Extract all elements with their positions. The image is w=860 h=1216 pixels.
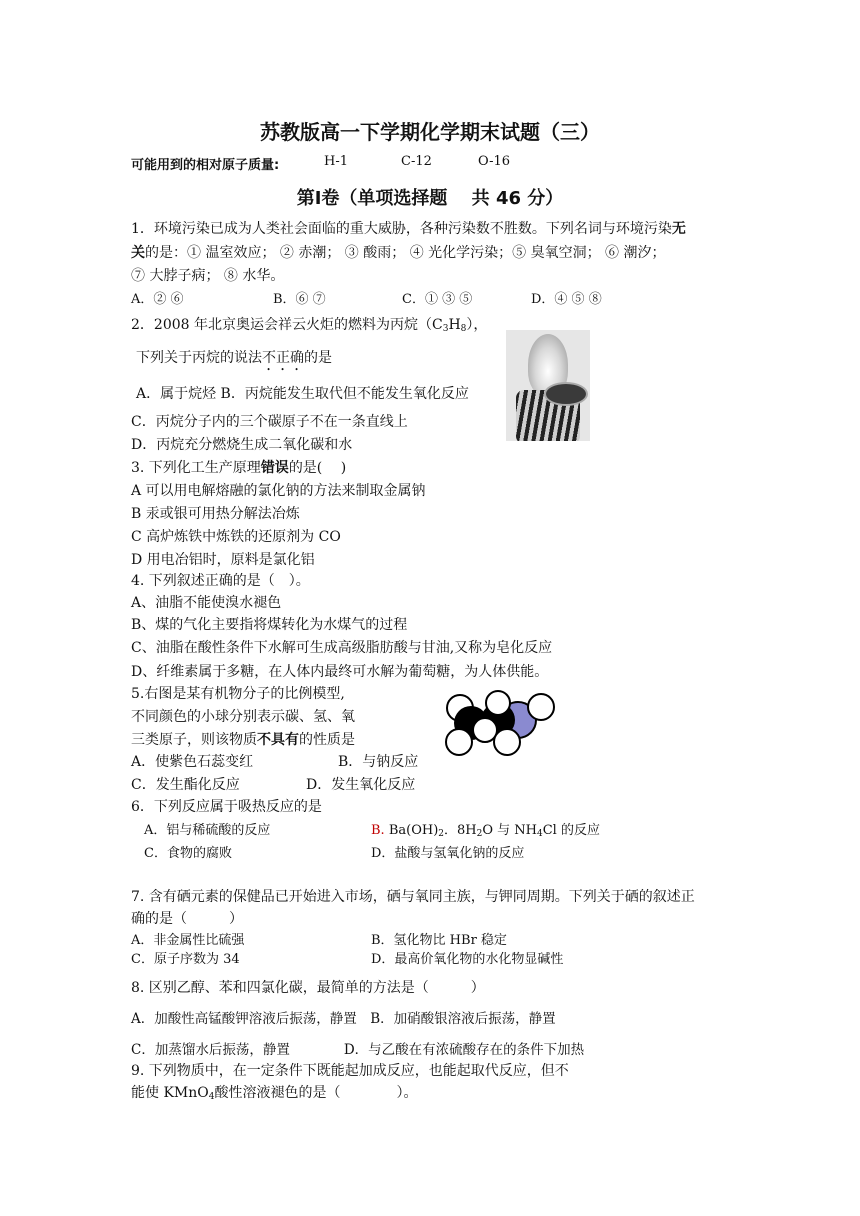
- q2-option-c: C．丙烷分子内的三个碳原子不在一条直线上: [131, 414, 408, 430]
- h-atom-4: [473, 718, 497, 742]
- q5-option-b: B．与钠反应: [338, 754, 419, 770]
- q8-options-cd: C．加蒸馏水后振荡，静置 D．与乙酸在有浓硫酸存在的条件下加热: [131, 1042, 585, 1058]
- q1-line3: ⑦ 大脖子病； ⑧ 水华。: [131, 268, 285, 284]
- q6-option-a: A．铝与稀硫酸的反应: [144, 823, 271, 838]
- q7-line1: 7. 含有硒元素的保健品已开始进入市场，硒与氧同主族，与钾同周期。下列关于硒的叙述正: [131, 889, 695, 905]
- q3-stem: 3. 下列化工生产原理错误的是( ): [131, 460, 347, 476]
- q8-options-ab: A．加酸性高锰酸钾溶液后振荡，静置 B．加硝酸银溶液后振荡，静置: [131, 1011, 556, 1027]
- q6-option-c: C．食物的腐败: [144, 846, 232, 861]
- q3-option-a: A 可以用电解熔融的氯化钠的方法来制取金属钠: [131, 483, 426, 499]
- q2-options-ab: A．属于烷烃 B．丙烷能发生取代但不能发生氧化反应: [136, 386, 469, 402]
- q3-option-b: B 汞或银可用热分解法冶炼: [131, 506, 300, 522]
- q4-option-d: D、纤维素属于多糖，在人体内最终可水解为葡萄糖，为人体供能。: [131, 664, 549, 680]
- h-atom-3: [528, 694, 554, 720]
- h-atom-2: [486, 691, 510, 715]
- q9-line1: 9. 下列物质中，在一定条件下既能起加成反应，也能起取代反应，但不: [131, 1063, 569, 1079]
- atomic-mass-label: 可能用到的相对原子质量:: [131, 158, 280, 173]
- q2-option-d: D．丙烷充分燃烧生成二氧化碳和水: [131, 437, 353, 453]
- q1-option-c: C．① ③ ⑤: [402, 292, 473, 307]
- q6-option-d: D．盐酸与氢氧化钠的反应: [371, 846, 525, 861]
- q6-option-b: B. $Ba(OH)_2$．$8H_2O$ 与 $NH_4Cl$ 的反应: [371, 823, 600, 839]
- q4-option-b: B、煤的气化主要指将煤转化为水煤气的过程: [131, 617, 408, 633]
- molecule-model-image: [440, 690, 560, 760]
- q2-question: 下列关于丙烷的说法不正确的是: [136, 350, 332, 366]
- q7-option-d: D．最高价氧化物的水化物显碱性: [371, 952, 564, 967]
- q7-option-c: C．原子序数为 34: [131, 952, 240, 967]
- q5-line3: 三类原子，则该物质不具有的性质是: [131, 732, 355, 748]
- q5-option-c: C．发生酯化反应: [131, 777, 240, 793]
- page-title: 苏教版高一下学期化学期末试题（三）: [260, 120, 600, 144]
- q3-option-d: D 用电冶铝时，原料是氯化铝: [131, 552, 315, 568]
- atomic-mass-line: [131, 154, 511, 173]
- q1-option-a: A．② ⑥: [131, 292, 184, 307]
- h-atom-5: [446, 729, 472, 755]
- q9-line2: 能使 KMnO$_4$酸性溶液褪色的是（ ）。: [131, 1085, 418, 1102]
- q4-option-c: C、油脂在酸性条件下水解可生成高级脂肪酸与甘油,又称为皂化反应: [131, 640, 553, 656]
- q1-line1: 1．环境污染已成为人类社会面临的重大威胁，各种污染数不胜数。下列名词与环境污染无: [131, 221, 686, 237]
- q4-option-a: A、油脂不能使溴水褪色: [131, 595, 282, 611]
- q1-option-d: D．④ ⑤ ⑧: [531, 292, 602, 307]
- q1-line2: 关的是：① 温室效应； ② 赤潮； ③ 酸雨； ④ 光化学污染；⑤ 臭氧空洞； ⑥ 潮汐；: [131, 245, 666, 261]
- q1-option-b: B．⑥ ⑦: [273, 292, 326, 307]
- torch-image: [506, 330, 590, 441]
- q7-option-a: A．非金属性比硫强: [131, 933, 245, 948]
- q5-option-d: D．发生氧化反应: [306, 777, 416, 793]
- q5-option-a: A．使紫色石蕊变红: [131, 754, 254, 770]
- h-atom-6: [494, 729, 520, 755]
- q3-option-c: C 高炉炼铁中炼铁的还原剂为 CO: [131, 529, 341, 545]
- q8-stem: 8. 区别乙醇、苯和四氯化碳，最简单的方法是（ ）: [131, 980, 485, 996]
- q2-stem: 2．2008 年北京奥运会祥云火炬的燃料为丙烷$(C_3H_8)$，: [131, 317, 488, 334]
- section-heading: 第Ⅰ卷（单项选择题 共 46 分）: [296, 188, 564, 209]
- q5-line1: 5.右图是某有机物分子的比例模型,: [131, 686, 345, 702]
- q5-line2: 不同颜色的小球分别表示碳、氢、氧: [131, 709, 355, 725]
- q7-option-b: B．氢化物比 HBr 稳定: [371, 933, 507, 948]
- torch-top: [544, 382, 588, 406]
- q6-stem: 6．下列反应属于吸热反应的是: [131, 799, 322, 815]
- q4-stem: 4. 下列叙述正确的是（ ）。: [131, 573, 310, 589]
- atomic-mass-o: O-16: [478, 154, 511, 169]
- q7-line2: 确的是（ ）: [131, 911, 243, 927]
- atomic-mass-c: C-12: [401, 154, 432, 169]
- atomic-mass-h: H-1: [324, 154, 349, 169]
